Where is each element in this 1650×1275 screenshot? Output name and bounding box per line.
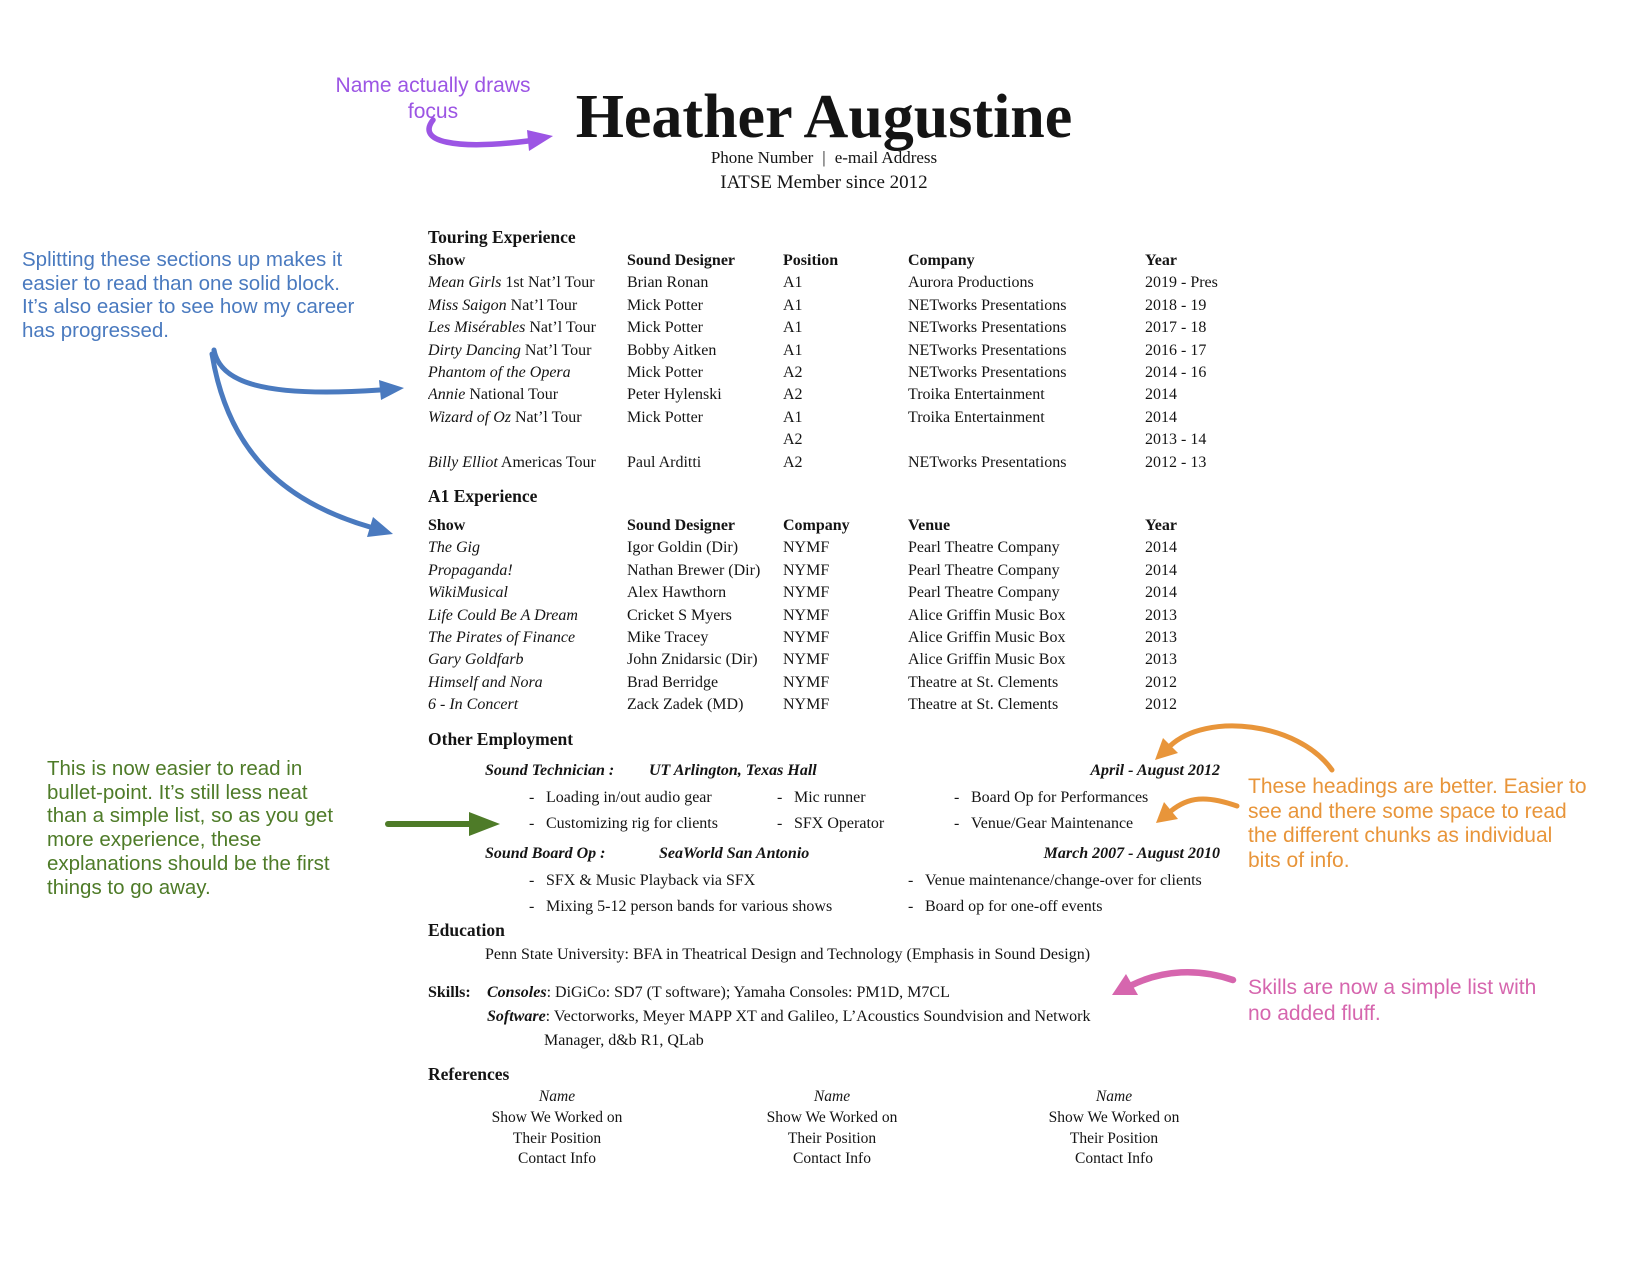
year-cell: 2012 (1145, 696, 1177, 714)
skills-consoles-label: Consoles (487, 984, 547, 1001)
show-suffix: Nat’l Tour (520, 341, 592, 359)
reference-name: Name (813, 1088, 851, 1105)
venue-cell: Theatre at St. Clements (908, 696, 1059, 714)
designer-cell: Zack Zadek (MD) (627, 696, 744, 714)
position-cell: A1 (783, 296, 803, 314)
position-cell: A2 (783, 453, 803, 471)
col-header: Position (783, 252, 839, 269)
blue-arrowhead-touring-icon (379, 380, 404, 400)
note-line: Splitting these sections up makes it (22, 248, 343, 271)
note-line: things to go away. (47, 875, 211, 899)
note-line: focus (407, 100, 459, 123)
company-cell: NETworks Presentations (908, 363, 1067, 381)
table-row (428, 452, 1220, 474)
job-org: UT Arlington, Texas Hall (649, 762, 817, 779)
designer-cell: Brian Ronan (627, 274, 709, 292)
note-line: more experience, these (47, 828, 262, 852)
position-cell: A2 (783, 386, 803, 404)
table-row (428, 429, 1220, 451)
contact-separator: | (822, 148, 826, 167)
note-line: explanations should be the first (47, 851, 330, 875)
note-splitting-sections (22, 248, 412, 343)
table-row (428, 537, 1220, 559)
note-line: Name actually draws (335, 74, 531, 97)
year-cell: 2013 (1145, 606, 1177, 624)
year-cell: 2013 - 14 (1145, 431, 1207, 449)
show-suffix: Nat’l Tour (506, 296, 578, 314)
reference-show: Show We Worked on (766, 1108, 898, 1126)
reference-position: Their Position (1069, 1129, 1159, 1147)
designer-cell: John Znidarsic (Dir) (627, 651, 758, 669)
note-line: It’s also easier to see how my career (22, 295, 355, 319)
venue-cell: Theatre at St. Clements (908, 673, 1059, 691)
table-header-row (428, 250, 1220, 272)
reference-show: Show We Worked on (491, 1108, 623, 1126)
show-title: Phantom of the Opera (428, 363, 571, 381)
table-row (428, 694, 1220, 716)
job-title: Sound Technician : (485, 762, 615, 779)
designer-cell: Cricket S Myers (627, 606, 732, 624)
designer-cell: Brad Berridge (627, 673, 719, 691)
note-line: Skills are now a simple list with (1248, 976, 1537, 999)
show-title: The Gig (428, 539, 480, 557)
reference-column (994, 1087, 1234, 1170)
table-row (428, 272, 1220, 294)
designer-cell: Mick Potter (627, 296, 703, 314)
table-row (428, 605, 1220, 627)
blue-arrowhead-a1-icon (367, 517, 393, 537)
year-cell: 2012 (1145, 673, 1177, 691)
show-title: Les Misérables (428, 319, 526, 337)
show-suffix: Nat’l Tour (525, 319, 596, 337)
reference-show: Show We Worked on (1048, 1108, 1180, 1126)
year-cell: 2012 - 13 (1145, 453, 1207, 471)
col-header: Show (428, 517, 466, 534)
bullet-item: - Loading in/out audio gear (529, 785, 774, 811)
year-cell: 2014 (1145, 386, 1177, 404)
venue-cell: Pearl Theatre Company (908, 539, 1060, 557)
company-cell: NYMF (783, 673, 830, 691)
year-cell: 2014 (1145, 539, 1177, 557)
skills-label: Skills: (428, 984, 471, 1001)
blue-arrow-a1 (212, 354, 370, 527)
venue-cell: Pearl Theatre Company (908, 584, 1060, 602)
show-title: Annie (428, 386, 466, 404)
job-org: SeaWorld San Antonio (659, 845, 810, 862)
show-title: The Pirates of Finance (428, 628, 576, 646)
table-row (428, 627, 1220, 649)
show-title: Gary Goldfarb (428, 651, 524, 669)
year-cell: 2016 - 17 (1145, 341, 1207, 359)
job-dates: April - August 2012 (1090, 762, 1220, 779)
note-line: no added fluff. (1248, 1001, 1381, 1025)
table-row (428, 560, 1220, 582)
education-line: Penn State University: BFA in Theatrical Design and Technology (Emphasis in Sound Design) (485, 946, 1091, 963)
position-cell: A1 (783, 319, 803, 337)
year-cell: 2019 - Pres (1145, 274, 1218, 292)
position-cell: A1 (783, 408, 803, 426)
designer-cell: Mike Tracey (627, 628, 709, 646)
designer-cell: Paul Arditti (627, 453, 702, 471)
note-line: see and there some space to read (1248, 799, 1567, 823)
year-cell: 2013 (1145, 628, 1177, 646)
col-header: Company (908, 252, 975, 269)
show-title: Life Could Be A Dream (428, 606, 578, 624)
table-row (428, 582, 1220, 604)
job-dates: March 2007 - August 2010 (1043, 845, 1220, 862)
company-cell: NETworks Presentations (908, 296, 1067, 314)
section-heading-education: Education (428, 920, 505, 940)
venue-cell: Alice Griffin Music Box (908, 628, 1066, 646)
venue-cell: Pearl Theatre Company (908, 561, 1060, 579)
show-suffix: Americas Tour (497, 453, 596, 471)
show-title: Billy Elliot (428, 453, 498, 471)
reference-contact: Contact Info (1075, 1150, 1153, 1168)
designer-cell: Igor Goldin (Dir) (627, 539, 739, 557)
bullet-item: - SFX & Music Playback via SFX (529, 868, 899, 894)
year-cell: 2013 (1145, 651, 1177, 669)
show-suffix: 1st Nat’l Tour (501, 274, 595, 292)
section-heading-touring: Touring Experience (428, 227, 576, 247)
reference-column (712, 1087, 952, 1170)
venue-cell: Alice Griffin Music Box (908, 651, 1066, 669)
blue-arrow-touring (214, 350, 380, 392)
col-header: Sound Designer (627, 252, 736, 269)
bullet-item: - Board op for one-off events (908, 894, 1220, 920)
show-title: WikiMusical (428, 584, 508, 602)
company-cell: NYMF (783, 606, 830, 624)
company-cell (908, 429, 1145, 451)
show-title: Miss Saigon (428, 296, 507, 314)
section-heading-references: References (428, 1064, 510, 1084)
email-placeholder: e-mail Address (834, 148, 938, 167)
designer-cell (627, 429, 783, 451)
reference-position: Their Position (512, 1129, 602, 1147)
note-line: has progressed. (22, 319, 170, 343)
skills-software-continued: Manager, d&b R1, QLab (544, 1032, 704, 1049)
note-skills-simple-list (1248, 975, 1643, 1026)
show-title: Dirty Dancing (428, 341, 521, 359)
job-bullets (428, 868, 1220, 922)
note-line: easier to read than one solid block. (22, 271, 340, 295)
bullet-item: - SFX Operator (777, 811, 949, 837)
col-header: Company (783, 517, 850, 534)
note-line: the different chunks as individual (1248, 824, 1553, 847)
company-cell: Troika Entertainment (908, 386, 1045, 404)
table-row (428, 340, 1220, 362)
job-title-line (428, 843, 1220, 865)
job-bullets (428, 785, 1220, 839)
reference-contact: Contact Info (518, 1150, 596, 1168)
skills-consoles-text: : DiGiCo: SD7 (T software); Yamaha Consoles: PM1D, M7CL (546, 984, 950, 1001)
position-cell: A1 (783, 274, 803, 292)
bullet-item: - Venue/Gear Maintenance (954, 811, 1220, 837)
designer-cell: Alex Hawthorn (627, 584, 727, 602)
company-cell: NETworks Presentations (908, 453, 1067, 471)
table-row (428, 295, 1220, 317)
venue-cell: Alice Griffin Music Box (908, 606, 1066, 624)
note-line: This is now easier to read in (47, 757, 303, 780)
show-suffix: National Tour (465, 386, 559, 404)
designer-cell: Mick Potter (627, 319, 703, 337)
company-cell: NYMF (783, 584, 830, 602)
table-row (428, 672, 1220, 694)
job-title: Sound Board Op : (485, 845, 606, 862)
col-header: Year (1145, 517, 1177, 534)
union-membership: IATSE Member since 2012 (720, 172, 928, 193)
year-cell: 2014 (1145, 408, 1177, 426)
bullet-item: - Mic runner (777, 785, 949, 811)
table-row (428, 384, 1220, 406)
bullet-item: - Customizing rig for clients (529, 811, 774, 837)
reference-column (437, 1087, 677, 1170)
show-title: 6 - In Concert (428, 696, 519, 714)
bullet-item: - Board Op for Performances (954, 785, 1220, 811)
designer-cell: Nathan Brewer (Dir) (627, 561, 761, 579)
table-row (428, 407, 1220, 429)
col-header: Show (428, 252, 466, 269)
reference-name: Name (1095, 1088, 1133, 1105)
section-heading-a1: A1 Experience (428, 486, 538, 506)
year-cell: 2014 (1145, 561, 1177, 579)
resume-body (428, 0, 1220, 1275)
company-cell: NETworks Presentations (908, 319, 1067, 337)
table-header-row (428, 515, 1220, 537)
position-cell: A1 (783, 341, 803, 359)
company-cell: Troika Entertainment (908, 408, 1045, 426)
show-title: Propaganda! (428, 561, 513, 579)
phone-placeholder: Phone Number (710, 148, 814, 167)
reference-name: Name (538, 1088, 576, 1105)
company-cell: NYMF (783, 539, 830, 557)
show-title: Mean Girls (428, 274, 502, 292)
reference-position: Their Position (787, 1129, 877, 1147)
show-suffix: Nat’l Tour (510, 408, 582, 426)
company-cell: Aurora Productions (908, 274, 1034, 292)
year-cell: 2014 - 16 (1145, 363, 1207, 381)
section-heading-other-employment: Other Employment (428, 729, 574, 749)
position-cell: A2 (783, 431, 803, 449)
position-cell: A2 (783, 363, 803, 381)
note-line: bullet-point. It’s still less neat (47, 780, 308, 804)
bullet-item: - Venue maintenance/change-over for clients (908, 868, 1220, 894)
note-line: These headings are better. Easier to (1248, 775, 1587, 798)
col-header: Sound Designer (627, 517, 736, 534)
designer-cell: Mick Potter (627, 408, 703, 426)
table-row (428, 317, 1220, 339)
note-headings-better (1248, 775, 1643, 873)
a1-table (428, 515, 1220, 717)
company-cell: NYMF (783, 561, 830, 579)
designer-cell: Peter Hylenski (627, 386, 722, 404)
year-cell: 2014 (1145, 584, 1177, 602)
company-cell: NYMF (783, 651, 830, 669)
job-title-line (428, 760, 1220, 782)
year-cell: 2018 - 19 (1145, 296, 1207, 314)
show-title: Himself and Nora (428, 673, 543, 691)
company-cell: NYMF (783, 628, 830, 646)
bullet-item: - Mixing 5-12 person bands for various shows (529, 894, 899, 920)
col-header: Venue (908, 517, 951, 534)
skills-software-text: : Vectorworks, Meyer MAPP XT and Galileo, L’Acoustics Soundvision and Network (545, 1008, 1091, 1025)
designer-cell: Mick Potter (627, 363, 703, 381)
touring-table (428, 250, 1220, 474)
note-bullet-point (47, 757, 407, 899)
resume-name: Heather Augustine (575, 83, 1073, 151)
reference-contact: Contact Info (793, 1150, 871, 1168)
table-row (428, 362, 1220, 384)
company-cell: NYMF (783, 696, 830, 714)
show-title: Wizard of Oz (428, 408, 511, 426)
company-cell: NETworks Presentations (908, 341, 1067, 359)
col-header: Year (1145, 252, 1177, 269)
skills-software-label: Software (487, 1008, 546, 1025)
year-cell: 2017 - 18 (1145, 319, 1207, 337)
note-line: bits of info. (1248, 848, 1350, 872)
note-line: than a simple list, so as you get (47, 804, 334, 828)
table-row (428, 649, 1220, 671)
designer-cell: Bobby Aitken (627, 341, 717, 359)
